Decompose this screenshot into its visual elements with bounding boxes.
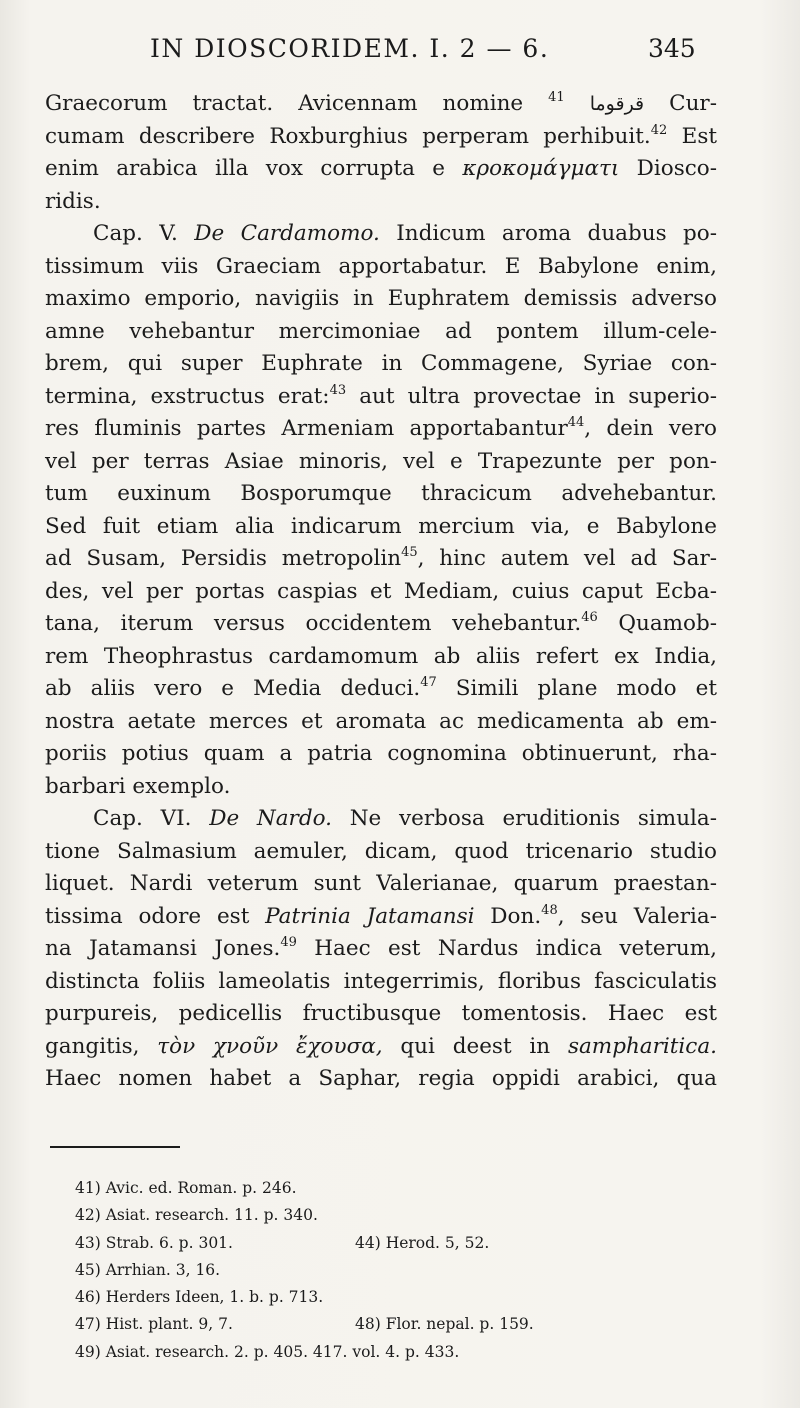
main-text [45,88,717,1096]
text-line: ab aliis vero e Media deduci.$^{47}$ Simili plane modo et [45,675,717,701]
text-line: tana, iterum versus occidentem vehebantur.$^{46}$ Quamob- [45,610,718,636]
text-line: res fluminis partes Armeniam apportabantur$^{44}$, dein vero [45,415,717,441]
footnote-row [75,1202,715,1229]
text-line: amne vehebantur mercimoniae ad pontem illum-cele- [45,318,717,344]
chapter-heading-line: Cap. VI. De Nardo. Ne verbosa eruditionis simula- [93,806,717,831]
text-line: vel per terras Asiae minoris, vel e Trapezunte per pon- [45,448,717,474]
footnote-46: 46) Herders Ideen, 1. b. p. 713. [75,1288,324,1307]
footnote-ref: 46 [581,610,598,625]
footnote-45: 45) Arrhian. 3, 16. [75,1260,221,1279]
text-line: purpureis, pedicellis fructibusque tomentosis. Haec est [45,1001,717,1026]
text-line: termina, exstructus erat:$^{43}$ aut ultra provectae in superio- [45,382,718,409]
footnote-ref: 48 [541,902,558,918]
italic-word: sampharitica. [567,1033,717,1059]
footnote-row [75,1339,715,1366]
text-line: des, vel per portas caspias et Mediam, cuius caput Ecba- [45,578,717,604]
text-line: Haec nomen habet a Saphar, regia oppidi arabici, qua [45,1066,717,1091]
footnote-41: 41) Avic. ed. Roman. p. 246. [75,1179,297,1197]
text-line: enim arabica illa vox corrupta e κροκομάγματι Diosco- [45,156,717,181]
text-line: rem Theophrastus cardamomum ab aliis refert ex India, [45,643,717,669]
footnote-row [75,1175,715,1202]
text-line: tissima odore est Patrinia Jatamansi Don.$^{48}$, seu Valeria- [45,902,717,929]
text-line: cumam describere Roxburghius perperam perhibuit.$^{42}$ Est [45,122,718,149]
chapter-title: De Cardamomo. [194,221,380,246]
chapter-heading-line: Cap. V. De Cardamomo. Indicum aroma duabus po- [93,221,717,246]
greek-phrase: τὸν χνοῦν ἔχουσα, [157,1033,383,1059]
text-line: na Jatamansi Jones.$^{49}$ Haec est Nardus indica veterum, [45,935,717,961]
text-line: tum euxinum Bosporumque thracicum advehebantur. [45,481,717,506]
text-line: ad Susam, Persidis metropolin$^{45}$, hinc autem vel ad Sar- [45,545,717,571]
text-line: gangitis, τὸν χνοῦν ἔχουσα, qui deest in sampharitica. [45,1033,717,1059]
footnote-49: 49) Asiat. research. 2. p. 405. 417. vol. 4. p. 433. [75,1342,460,1361]
footnote-47: 47) Hist. plant. 9, 7. [75,1315,233,1334]
footnote-row [75,1311,715,1338]
text-line: Graecorum tractat. Avicennam nomine قرقوما $^{41}$ Cur- [45,90,717,116]
footnotes [75,1175,715,1366]
species-name: Patrinia Jatamansi [265,903,475,929]
text-line: brem, qui super Euphrate in Commagene, Syriae con- [45,351,717,376]
footnote-ref: 43 [329,382,347,398]
text-line: Sed fuit etiam alia indicarum mercium via, e Babylone [45,513,717,539]
text-line: barbari exemplo. [45,773,231,799]
footnote-48: 48) Flor. nepal. p. 159. [355,1315,534,1334]
footnote-row [75,1230,715,1257]
text-line: poriis potius quam a patria cognomina obtinuerunt, rha- [45,741,717,766]
chapter-title: De Nardo. [209,806,332,831]
footnote-row [75,1257,715,1284]
footnote-42: 42) Asiat. research. 11. p. 340. [75,1206,318,1225]
arabic-word: قرقوما [589,93,645,115]
footnote-ref: 45 [401,545,418,560]
text-line: tione Salmasium aemuler, dicam, quod tricenario studio [45,838,717,864]
text-line: ridis. [45,188,101,214]
greek-word: κροκομάγματι [462,156,620,181]
footnote-separator [50,1146,180,1148]
footnote-ref: 44 [567,415,585,430]
text-line: maximo emporio, navigiis in Euphratem demissis adverso [45,286,717,311]
page-number: 345 [648,34,696,63]
text-line: tissimum viis Graeciam apportabatur. E Babylone enim, [45,253,717,279]
text-line: distincta foliis lameolatis integerrimis, floribus fasciculatis [45,968,717,994]
text-line: liquet. Nardi veterum sunt Valerianae, quarum praestan- [45,871,717,896]
footnote-ref: 42 [650,122,668,138]
running-title: IN DIOSCORIDEM. I. 2 — 6. [150,34,550,63]
footnote-row [75,1284,715,1311]
footnote-ref: 49 [280,935,297,950]
text-line: nostra aetate merces et aromata ac medicamenta ab em- [45,708,717,734]
footnote-44: 44) Herod. 5, 52. [355,1233,490,1252]
footnote-ref: 41 [548,90,565,105]
footnote-43: 43) Strab. 6. p. 301. [75,1233,233,1252]
page-header [0,34,800,74]
footnote-ref: 47 [420,675,437,690]
